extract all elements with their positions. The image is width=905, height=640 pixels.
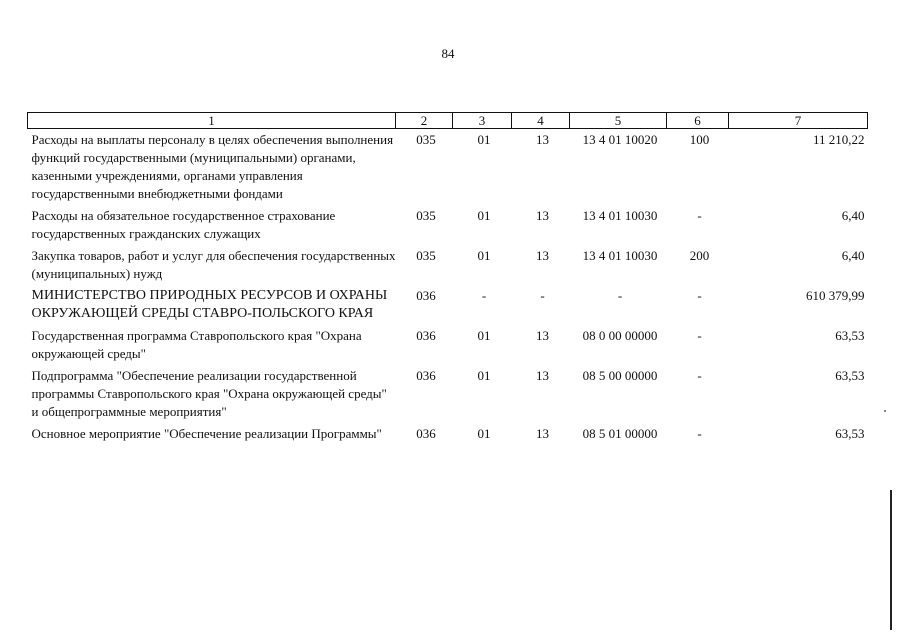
table-row <box>28 365 868 423</box>
row-section: - <box>481 288 487 303</box>
row-target-item: 08 5 00 00000 <box>582 368 658 383</box>
row-name: Подпрограмма "Обеспечение реализации государственной программы Ставропольского края "Охрана окружающей среды" и общепрограммные мероприятия" <box>31 368 387 419</box>
table-row <box>28 285 868 325</box>
row-ministry-code: 035 <box>416 132 436 147</box>
row-subsection: 13 <box>536 426 549 441</box>
table-row <box>28 129 868 206</box>
row-name: МИНИСТЕРСТВО ПРИРОДНЫХ РЕСУРСОВ И ОХРАНЫ ОКРУЖАЮЩЕЙ СРЕДЫ СТАВРО-ПОЛЬСКОГО КРАЯ <box>31 288 388 321</box>
row-ministry-code: 035 <box>416 208 436 223</box>
row-expense-type: - <box>697 328 702 343</box>
row-subsection: 13 <box>536 208 549 223</box>
row-amount: 63,53 <box>835 368 865 383</box>
scan-artifact-dot <box>884 410 886 412</box>
row-section: 01 <box>477 208 491 223</box>
column-header-7: 7 <box>729 113 868 129</box>
row-amount: 6,40 <box>841 208 865 223</box>
row-target-item: - <box>617 288 623 303</box>
budget-table <box>27 112 868 445</box>
row-expense-type: 100 <box>689 132 710 147</box>
row-section: 01 <box>477 368 491 383</box>
table-row <box>28 423 868 445</box>
row-section: 01 <box>477 328 491 343</box>
page-number: 84 <box>441 46 455 61</box>
table-row <box>28 205 868 245</box>
row-target-item: 13 4 01 10020 <box>582 132 658 147</box>
column-header-4: 4 <box>512 113 570 129</box>
row-subsection: 13 <box>536 368 549 383</box>
row-subsection: 13 <box>536 132 549 147</box>
row-section: 01 <box>477 132 491 147</box>
row-name: Государственная программа Ставропольского края "Охрана окружающей среды" <box>31 328 362 361</box>
row-ministry-code: 035 <box>416 248 436 263</box>
scan-edge-line <box>890 490 892 630</box>
row-amount: 6,40 <box>841 248 865 263</box>
row-ministry-code: 036 <box>416 426 436 441</box>
row-amount: 63,53 <box>835 328 865 343</box>
row-expense-type: 200 <box>689 248 710 263</box>
row-subsection: 13 <box>536 248 549 263</box>
header-row <box>28 113 868 129</box>
row-target-item: 13 4 01 10030 <box>582 208 658 223</box>
row-section: 01 <box>477 426 491 441</box>
column-header-6: 6 <box>667 113 729 129</box>
row-amount: 63,53 <box>835 426 865 441</box>
row-target-item: 08 0 00 00000 <box>582 328 658 343</box>
row-target-item: 08 5 01 00000 <box>582 426 658 441</box>
row-expense-type: - <box>697 288 702 303</box>
column-header-5: 5 <box>570 113 667 129</box>
row-ministry-code: 036 <box>416 288 436 303</box>
row-section: 01 <box>477 248 491 263</box>
row-amount: 11 210,22 <box>812 132 865 147</box>
table-row <box>28 245 868 285</box>
row-subsection: 13 <box>536 328 549 343</box>
row-amount: 610 379,99 <box>806 288 865 303</box>
row-expense-type: - <box>697 208 702 223</box>
row-expense-type: - <box>697 426 702 441</box>
row-expense-type: - <box>697 368 702 383</box>
column-header-2: 2 <box>396 113 453 129</box>
row-target-item: 13 4 01 10030 <box>582 248 658 263</box>
row-name: Расходы на выплаты персоналу в целях обеспечения выполнения функций государственными (муниципальными) органами, казенными учреждениями, органами управления государственными внебюджетными фондами <box>31 132 394 201</box>
row-name: Расходы на обязательное государственное страхование государственных гражданских служащих <box>31 208 336 241</box>
column-header-3: 3 <box>453 113 512 129</box>
row-ministry-code: 036 <box>416 368 436 383</box>
row-ministry-code: 036 <box>416 328 436 343</box>
row-name: Закупка товаров, работ и услуг для обеспечения государственных (муниципальных) нужд <box>31 248 396 281</box>
table-row <box>28 325 868 365</box>
row-subsection: - <box>540 288 545 303</box>
column-header-1: 1 <box>28 113 396 129</box>
row-name: Основное мероприятие "Обеспечение реализации Программы" <box>31 426 382 441</box>
